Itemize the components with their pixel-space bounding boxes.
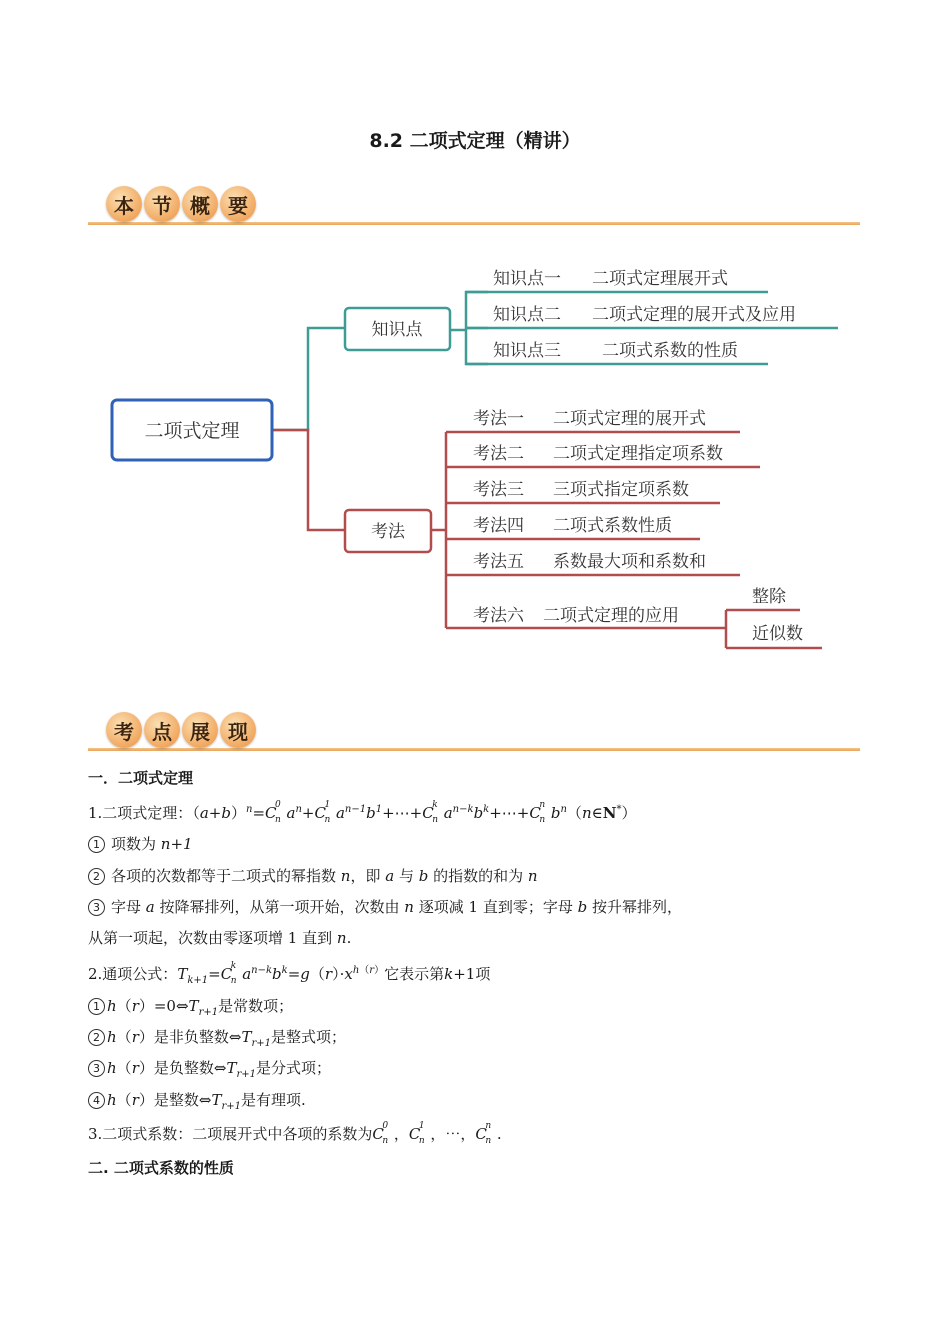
note-text: ，即: [350, 867, 381, 885]
banner-char: 现: [220, 712, 256, 748]
method-item-code: 考法三: [473, 480, 524, 500]
note-text: 各项的次数都等于二项式的幂指数: [111, 867, 337, 885]
knowledge-item-code: 知识点一: [493, 269, 561, 289]
knowledge-item-title: 二项式定理的展开式及应用: [592, 305, 796, 325]
method-item-title: 三项式指定项系数: [553, 480, 689, 500]
method-item-code: 考法一: [473, 409, 524, 429]
knowledge-item-title: 二项式系数的性质: [602, 341, 738, 361]
note-text: 按降幂排列，从第一项开始，次数由: [159, 898, 400, 916]
banner-char: 要: [220, 186, 256, 222]
note-text: 字母: [111, 898, 142, 916]
binomial-theorem-line: 1.二项式定理：$(a+b)^n=C$ 0 n $a^n+C$ 1 n $a^{n-1}b^1+\cdots+C$ k n $a^{n-k}b^k+\cdots+C$ n n $b^n(n\in N^*)$: [88, 800, 637, 825]
note-text: 是有理项.: [241, 1091, 306, 1109]
note-text: 从第一项起，次数由零逐项增: [88, 929, 284, 947]
note-text: 是整数⇔: [153, 1091, 212, 1109]
method-item-code: 考法四: [473, 516, 524, 536]
note-1: 1 项数为 n+1: [88, 834, 193, 854]
method-item-title: 二项式定理的展开式: [553, 409, 706, 429]
binomial-coefficient-line: 3.二项式系数：二项展开式中各项的系数为C 0 n ，C 1 n ，⋯，C n n .: [88, 1121, 502, 1146]
note-2: 2 各项的次数都等于二项式的幂指数 n，即 a 与 b 的指数的和为 n: [88, 866, 538, 886]
banner-char: 考: [106, 712, 142, 748]
method-item-title: 二项式定理的应用: [543, 606, 679, 626]
section-heading: 二. 二项式系数的性质: [88, 1159, 234, 1177]
knowledge-label: 知识点: [371, 320, 423, 340]
note-text: 与: [398, 867, 414, 885]
banner-char: 概: [182, 186, 218, 222]
note-text: 的指数的和为: [433, 867, 524, 885]
note-text: 它表示第: [384, 965, 445, 983]
knowledge-item-title: 二项式定理展开式: [592, 269, 728, 289]
method-item-title: 系数最大项和系数和: [553, 552, 706, 572]
note-text: 是整式项；: [271, 1028, 347, 1046]
note-3: 3 字母 a 按降幂排列，从第一项开始，次数由 n 逐项减 1 直到零；字母 b 按升幂排列，: [88, 897, 682, 917]
method-item-code: 考法二: [473, 444, 524, 464]
note-text: 直到: [302, 929, 333, 947]
note-text: 是负整数⇔: [153, 1059, 227, 1077]
h-case-2: 2 h（r）是非负整数$\Leftrightarrow T_{r+1}$是整式项；: [88, 1027, 346, 1054]
banner-char: 点: [144, 712, 180, 748]
method-item-title: 二项式系数性质: [553, 516, 672, 536]
line-label: 2.通项公式：: [88, 965, 178, 983]
note-text: 按升幂排列，: [591, 898, 682, 916]
knowledge-item-code: 知识点三: [493, 341, 561, 361]
general-term-line: 2.通项公式：$T_{k+1}=C$ k n $a^{n-k}b^k=g(r)\cdot x^{h(r)}$它表示第k+1项: [88, 961, 491, 986]
application-item: 近似数: [752, 624, 803, 644]
line-label: 3.二项式系数：二项展开式中各项的系数为: [88, 1125, 373, 1143]
application-item: 整除: [752, 587, 786, 607]
mind-map: [0, 250, 950, 670]
h-case-4: 4 h（r）是整数$\Leftrightarrow T_{r+1}$是有理项.: [88, 1090, 306, 1117]
h-case-1: 1 $h(r)=0\Leftrightarrow T_{r+1}$是常数项；: [88, 996, 293, 1023]
note-text: 直到零；字母: [482, 898, 573, 916]
note-text: 项: [475, 965, 491, 983]
section-banner-points: [88, 712, 860, 756]
banner-char: 节: [144, 186, 180, 222]
note-expr: n+1: [160, 835, 193, 853]
page-title: 8.2 二项式定理（精讲）: [369, 130, 581, 152]
knowledge-item-code: 知识点二: [493, 305, 561, 325]
note-text: 是常数项；: [218, 997, 294, 1015]
banner-char: 本: [106, 186, 142, 222]
method-item-title: 二项式定理指定项系数: [553, 444, 723, 464]
note-text: 逐项减: [418, 898, 464, 916]
methods-label: 考法: [371, 522, 405, 542]
line-label: 1.二项式定理：: [88, 804, 193, 822]
section-banner-overview: [88, 186, 860, 230]
h-case-3: 3 h（r）是负整数$\Leftrightarrow T_{r+1}$是分式项；: [88, 1058, 331, 1085]
note-text: 是非负整数⇔: [153, 1028, 242, 1046]
method-item-code: 考法六: [473, 606, 524, 626]
section-heading: 一．二项式定理: [88, 769, 194, 787]
note-text: 项数为: [111, 835, 157, 853]
method-item-code: 考法五: [473, 552, 524, 572]
note-3-continued: 从第一项起，次数由零逐项增 1 直到 n.: [88, 929, 352, 947]
banner-char: 展: [182, 712, 218, 748]
note-text: 是分式项；: [256, 1059, 332, 1077]
root-label: 二项式定理: [144, 420, 240, 442]
